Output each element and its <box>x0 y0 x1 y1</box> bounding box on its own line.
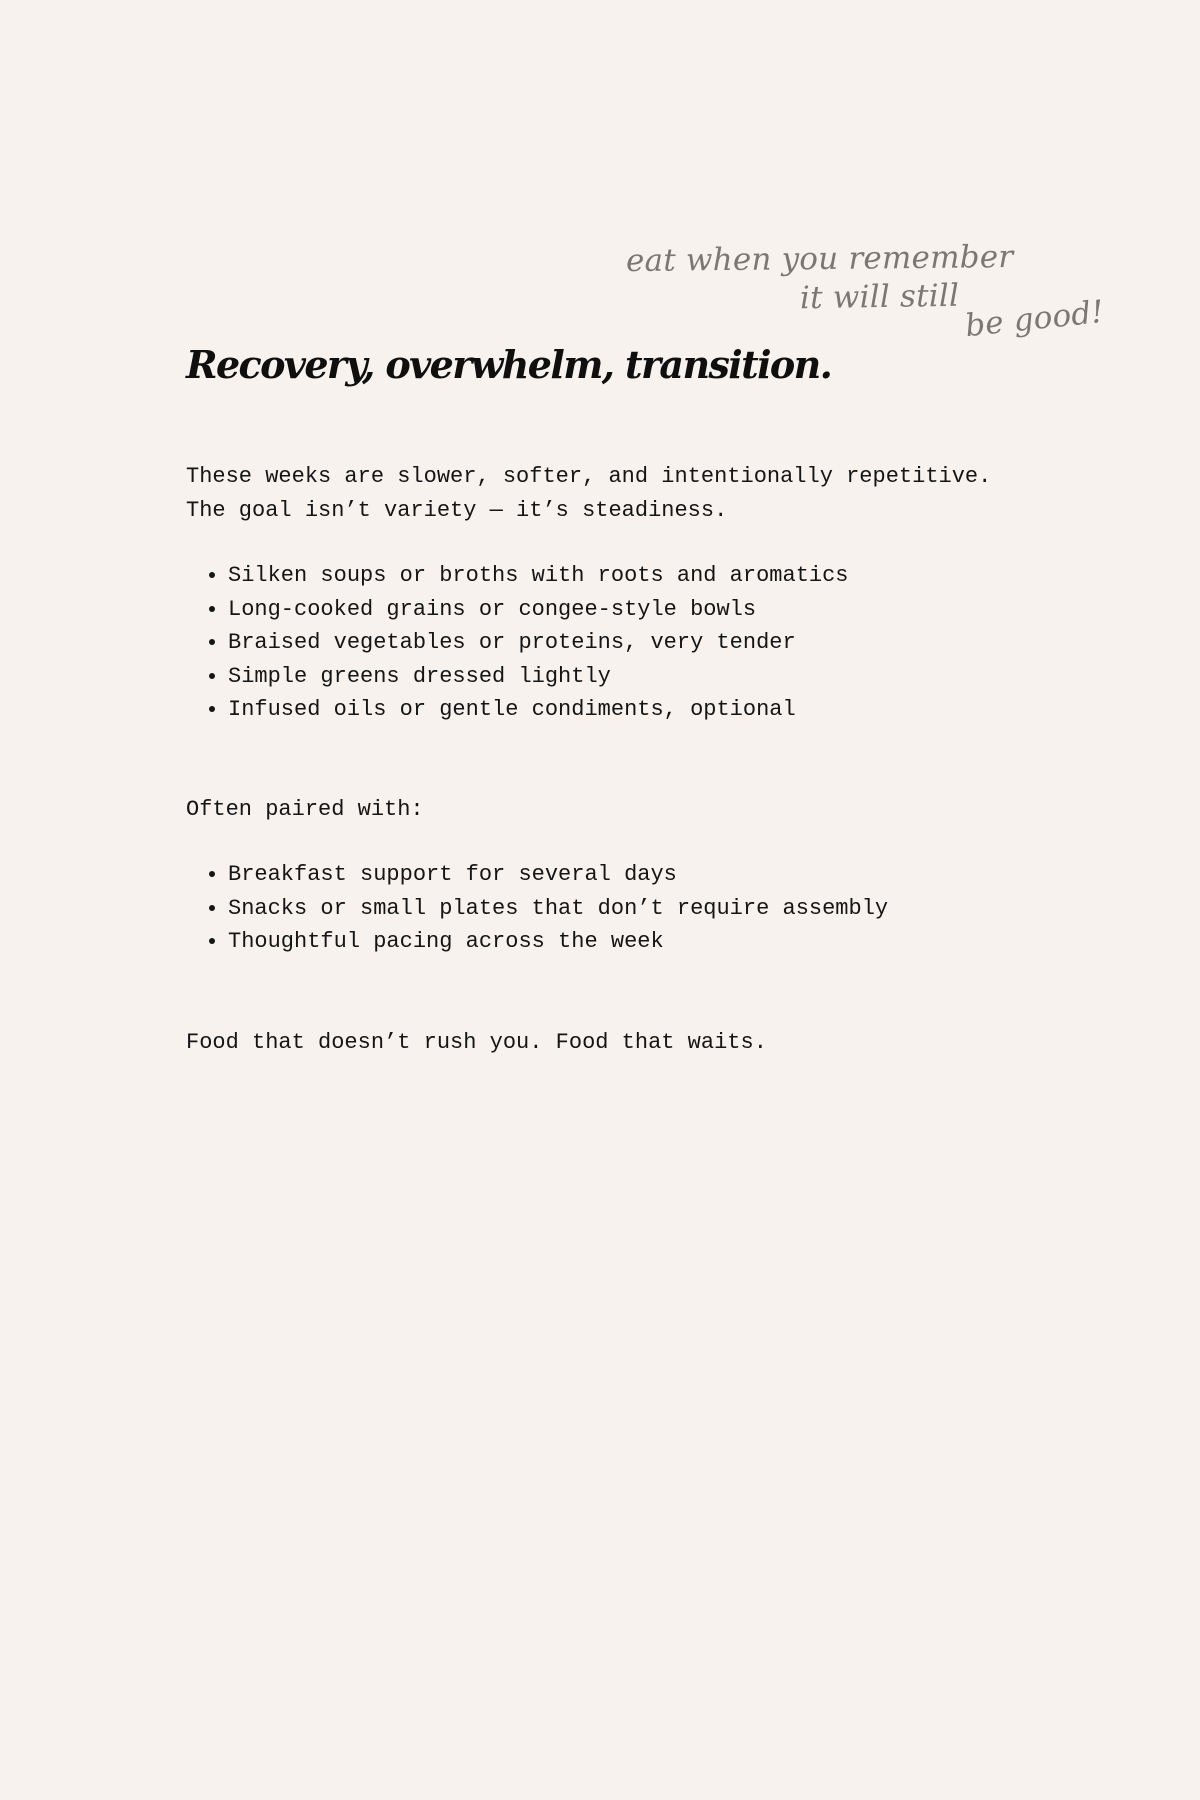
list-item: • Snacks or small plates that don’t require assembly <box>228 892 1036 926</box>
handwritten-note-line: eat when you remember <box>625 238 1014 280</box>
list-item: • Silken soups or broths with roots and aromatics <box>228 559 1036 593</box>
intro-paragraph: These weeks are slower, softer, and intentionally repetitive. The goal isn’t variety — it’s steadiness. <box>186 464 992 523</box>
list-item: • Simple greens dressed lightly <box>228 660 1036 694</box>
list-item: • Thoughtful pacing across the week <box>228 925 1036 959</box>
page-title: Recovery, overwhelm, transition. <box>186 342 832 387</box>
closing-paragraph: Food that doesn’t rush you. Food that waits. <box>186 1029 767 1055</box>
document-content <box>186 460 1036 1059</box>
list-item: • Breakfast support for several days <box>228 858 1036 892</box>
food-list <box>186 559 1036 727</box>
list-item: • Long-cooked grains or congee-style bowls <box>228 593 1036 627</box>
handwritten-note-line: it will still <box>799 277 960 317</box>
handwritten-note-line: be good! <box>963 293 1106 345</box>
paired-label: Often paired with: <box>186 796 424 822</box>
list-item: • Infused oils or gentle condiments, optional <box>228 693 1036 727</box>
list-item: • Braised vegetables or proteins, very tender <box>228 626 1036 660</box>
paired-list <box>186 858 1036 959</box>
